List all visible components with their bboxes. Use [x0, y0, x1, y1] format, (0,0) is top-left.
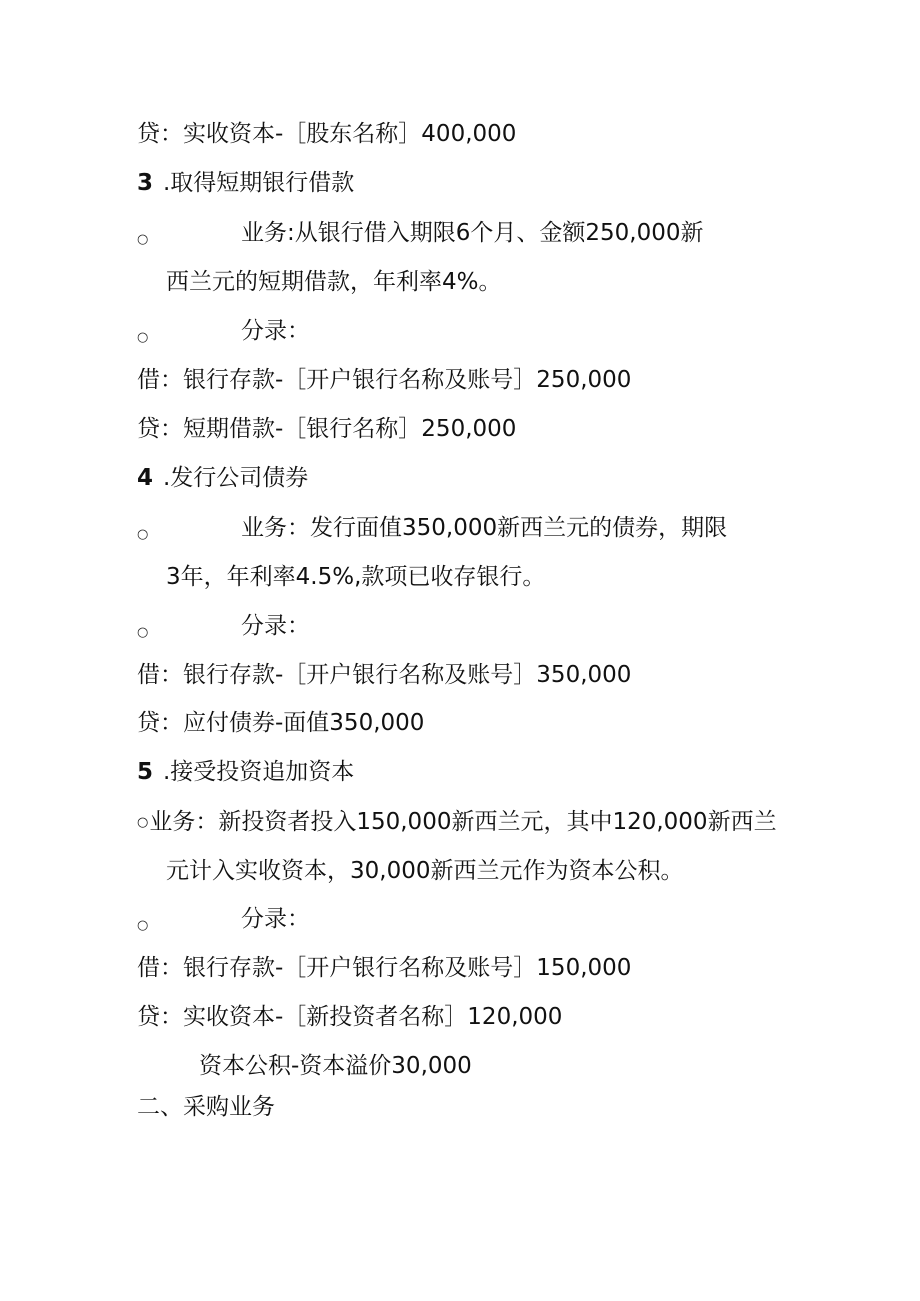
- capital-reserve-line: 资本公积-资本溢价30,000: [199, 1053, 472, 1079]
- business-desc-1-line-2: 西兰元的短期借款，年利率4%。: [166, 269, 502, 295]
- debit-bank-deposit-line-3: 借：银行存款-［开户银行名称及账号］150,000: [137, 955, 632, 981]
- bullet-icon: ○: [137, 625, 149, 640]
- entry-label-3: 分录：: [241, 906, 310, 932]
- entry-label-2: 分录：: [241, 613, 310, 639]
- bullet-icon: ○: [137, 918, 149, 933]
- credit-short-term-loan-line: 贷：短期借款-［银行名称］250,000: [137, 416, 517, 442]
- debit-bank-deposit-line-2: 借：银行存款-［开户银行名称及账号］350,000: [137, 662, 632, 688]
- heading-5-number: 5: [137, 759, 154, 785]
- bullet-icon: ○: [137, 330, 149, 345]
- business-desc-3-line-2: 元计入实收资本，30,000新西兰元作为资本公积。: [166, 858, 684, 884]
- business-desc-3-line-1: [137, 807, 777, 838]
- heading-4-title: .发行公司债券: [163, 465, 309, 491]
- credit-bonds-payable-line: 贷：应付债券-面值350,000: [137, 710, 425, 736]
- heading-3-number: 3: [137, 170, 154, 196]
- business-desc-2-line-1: 业务：发行面值350,000新西兰元的债券，期限: [241, 515, 728, 541]
- heading-3: [137, 168, 354, 198]
- entry-label-1: 分录：: [241, 318, 310, 344]
- bullet-icon: ○: [137, 232, 149, 247]
- bullet-icon: ○: [137, 527, 149, 542]
- bullet-icon: ○: [137, 814, 149, 830]
- business-desc-2-line-2: 3年，年利率4.5%,款项已收存银行。: [166, 564, 546, 590]
- section-heading-purchasing: 二、采购业务: [137, 1094, 275, 1120]
- business-desc-3-text: 业务：新投资者投入150,000新西兰元，其中120,000新西兰: [149, 809, 777, 835]
- heading-3-title: .取得短期银行借款: [163, 170, 355, 196]
- credit-paid-in-capital-new-investor-line: 贷：实收资本-［新投资者名称］120,000: [137, 1004, 563, 1030]
- heading-5-title: .接受投资追加资本: [163, 759, 355, 785]
- credit-paid-in-capital-line: 贷：实收资本-［股东名称］400,000: [137, 121, 517, 147]
- heading-4-number: 4: [137, 465, 154, 491]
- heading-4: [137, 463, 308, 493]
- heading-5: [137, 757, 354, 787]
- debit-bank-deposit-line-1: 借：银行存款-［开户银行名称及账号］250,000: [137, 367, 632, 393]
- business-desc-1-line-1: 业务:从银行借入期限6个月、金额250,000新: [241, 220, 704, 246]
